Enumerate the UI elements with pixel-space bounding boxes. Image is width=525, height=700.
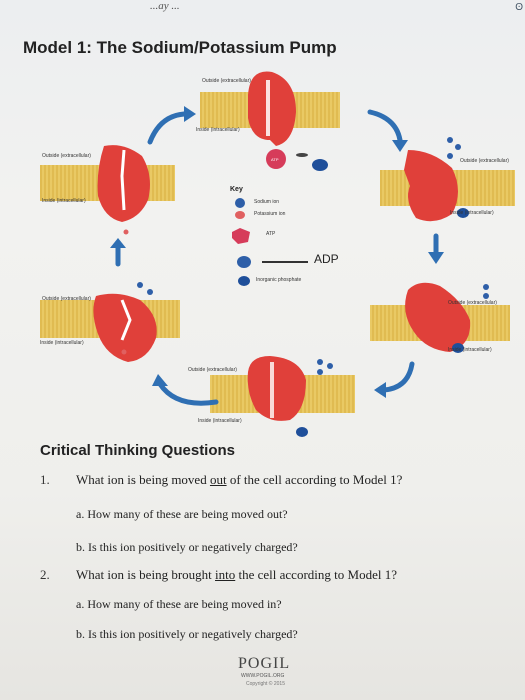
- key-atp-icon: [232, 228, 250, 244]
- question-2-text: What ion is being brought into the cell according to Model 1?: [76, 567, 397, 582]
- model-title: Model 1: The Sodium/Potassium Pump: [23, 38, 337, 57]
- question-1a: a. How many of these are being moved out?: [76, 507, 288, 521]
- key-phosphate-label: Inorganic phosphate: [256, 277, 302, 283]
- label-outside-top: Outside (extracellular): [202, 78, 251, 84]
- key-adp-label: ADP: [314, 252, 339, 266]
- cut-off-header: ...ay ...: [150, 0, 180, 12]
- key-title: Key: [230, 186, 243, 193]
- protein-right-lower: [405, 283, 470, 352]
- atp-label-top: ATP: [271, 157, 279, 162]
- phosphate-bottom: [296, 427, 308, 437]
- question-1b: b. Is this ion positively or negatively charged?: [76, 540, 298, 554]
- question-1-text: What ion is being moved out of the cell according to Model 1?: [76, 472, 403, 487]
- question-2b: b. Is this ion positively or negatively charged?: [76, 627, 298, 641]
- label-inside-right-upper: Inside (intracellular): [450, 210, 494, 216]
- corner-mark: ʘ: [515, 2, 523, 13]
- key-inorganic-phosphate-icon: [238, 276, 250, 286]
- question-2a: a. How many of these are being moved in?: [76, 597, 282, 611]
- key-sodium-icon: [235, 198, 245, 208]
- question-2-number: 2.: [40, 567, 50, 582]
- label-inside-left-upper: Inside (intracellular): [42, 198, 86, 204]
- protein-top: [248, 71, 296, 146]
- label-outside-right-lower: Outside (extracellular): [448, 300, 497, 306]
- pump-cycle-diagram: [0, 60, 525, 440]
- label-outside-left-upper: Outside (extracellular): [42, 153, 91, 159]
- label-inside-bottom: Inside (intracellular): [198, 418, 242, 424]
- label-outside-left-lower: Outside (extracellular): [42, 296, 91, 302]
- critical-thinking-heading: Critical Thinking Questions: [40, 442, 236, 459]
- label-inside-right-lower: Inside (intracellular): [448, 347, 492, 353]
- label-outside-bottom: Outside (extracellular): [188, 367, 237, 373]
- key-adp-phosphate-icon: [237, 256, 251, 268]
- phosphate-top: [312, 159, 328, 171]
- question-1-number: 1.: [40, 472, 50, 487]
- pogil-logo: POGIL: [238, 655, 291, 672]
- adp-top: [296, 153, 308, 157]
- label-inside-top: Inside (intracellular): [196, 127, 240, 133]
- key-potassium-icon: [235, 211, 245, 219]
- key-potassium-label: Potassium ion: [254, 211, 286, 217]
- key-atp-label: ATP: [266, 231, 276, 237]
- label-outside-right-upper: Outside (extracellular): [460, 158, 509, 164]
- pogil-copyright: Copyright © 2015: [246, 681, 285, 687]
- key-sodium-label: Sodium ion: [254, 199, 280, 205]
- protein-left-upper: [98, 145, 150, 222]
- pogil-url: WWW.POGIL.ORG: [241, 673, 285, 679]
- label-inside-left-lower: Inside (intracellular): [40, 340, 84, 346]
